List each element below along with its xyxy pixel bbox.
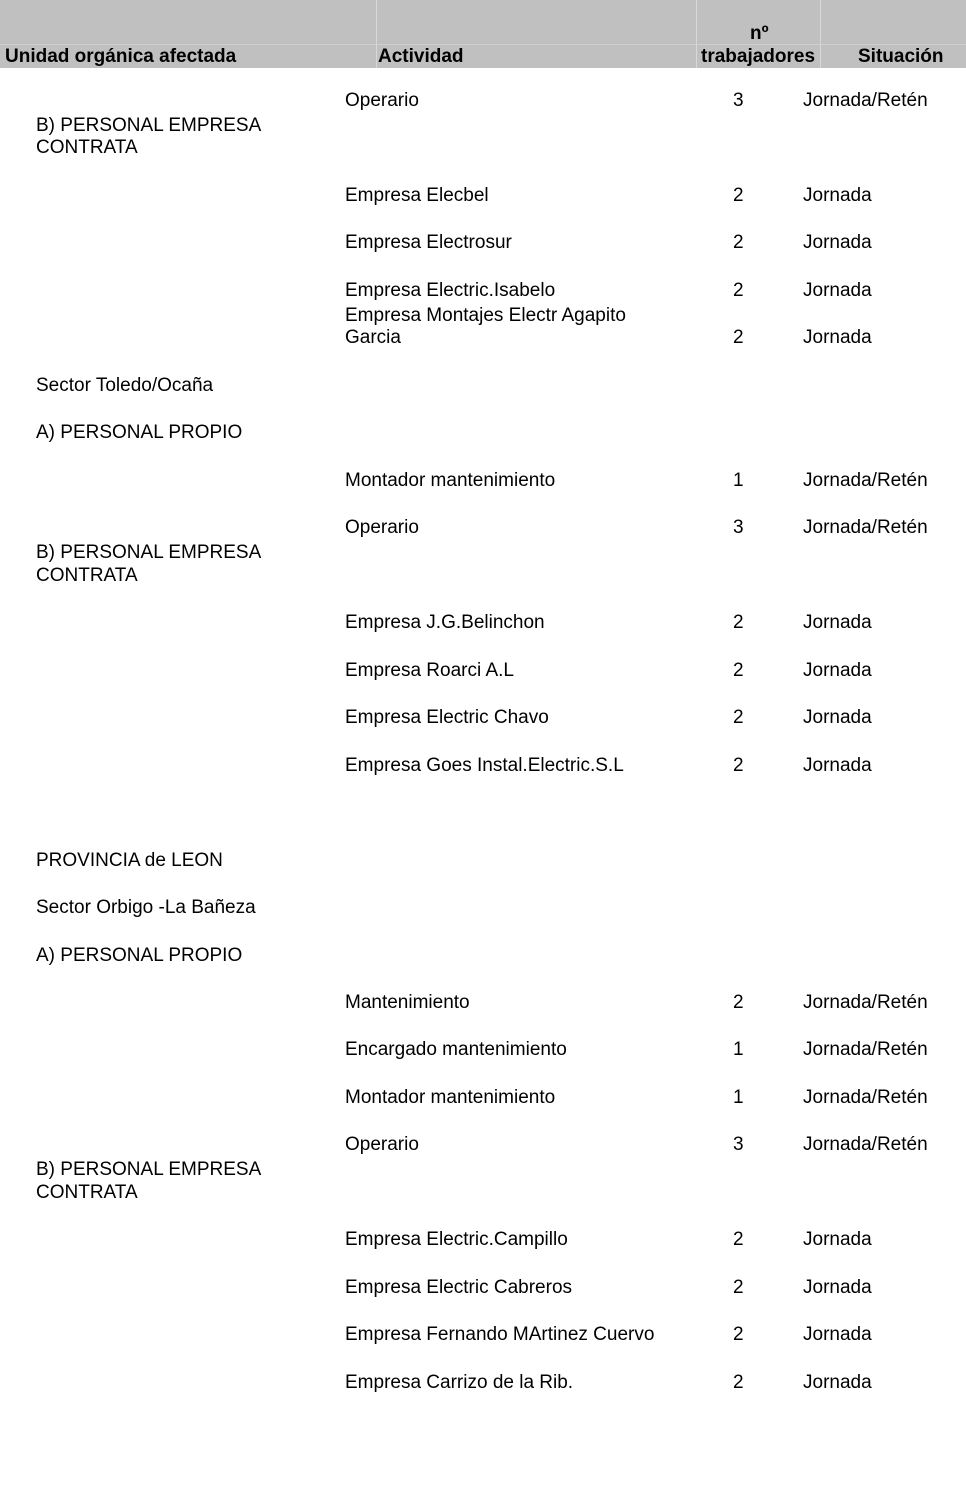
unit-cell-cont: CONTRATA [36, 137, 138, 158]
unit-cell: Sector Orbigo -La Bañeza [36, 897, 256, 918]
unit-cell-cont: CONTRATA [36, 565, 138, 586]
activity-cell: Empresa J.G.Belinchon [345, 612, 545, 633]
workers-cell: 2 [733, 1229, 744, 1250]
workers-cell: 2 [733, 280, 744, 301]
activity-cell: Encargado mantenimiento [345, 1039, 567, 1060]
activity-cell: Empresa Montajes Electr Agapito [345, 305, 626, 326]
workers-cell: 2 [733, 707, 744, 728]
activity-cell: Mantenimiento [345, 992, 470, 1013]
unit-cell: B) PERSONAL EMPRESA [36, 115, 262, 136]
workers-cell: 3 [733, 517, 744, 538]
header-actividad: Actividad [378, 46, 464, 67]
header-unidad: Unidad orgánica afectada [5, 46, 237, 67]
status-cell: Jornada/Retén [803, 1134, 928, 1155]
header-trabajadores-line1: nº [750, 23, 769, 44]
workers-cell: 1 [733, 1087, 744, 1108]
status-cell: Jornada [803, 755, 872, 776]
status-cell: Jornada [803, 280, 872, 301]
status-cell: Jornada [803, 707, 872, 728]
activity-cell: Empresa Electric Cabreros [345, 1277, 573, 1298]
unit-cell: B) PERSONAL EMPRESA [36, 1159, 262, 1180]
workers-cell: 1 [733, 1039, 744, 1060]
activity-cell-cont: Garcia [345, 327, 401, 348]
workers-cell: 2 [733, 992, 744, 1013]
activity-cell: Operario [345, 1134, 419, 1155]
status-cell: Jornada [803, 660, 872, 681]
activity-cell: Empresa Electric.Campillo [345, 1229, 568, 1250]
activity-cell: Operario [345, 90, 419, 111]
activity-cell: Empresa Fernando MArtinez Cuervo [345, 1324, 655, 1345]
workers-cell: 1 [733, 470, 744, 491]
workers-cell: 3 [733, 90, 744, 111]
workers-cell: 3 [733, 1134, 744, 1155]
workers-cell: 2 [733, 185, 744, 206]
workers-cell: 2 [733, 612, 744, 633]
header-trabajadores-line2: trabajadores [701, 46, 816, 67]
unit-cell: A) PERSONAL PROPIO [36, 945, 243, 966]
unit-cell-cont: CONTRATA [36, 1182, 138, 1203]
activity-cell: Empresa Electrosur [345, 232, 512, 253]
status-cell: Jornada [803, 612, 872, 633]
status-cell: Jornada [803, 185, 872, 206]
status-cell: Jornada [803, 232, 872, 253]
status-cell: Jornada/Retén [803, 992, 928, 1013]
activity-cell: Empresa Elecbel [345, 185, 489, 206]
workers-cell: 2 [733, 327, 744, 348]
unit-cell: Sector Toledo/Ocaña [36, 375, 214, 396]
status-cell: Jornada/Retén [803, 517, 928, 538]
table-header [0, 0, 966, 68]
status-cell: Jornada [803, 1372, 872, 1393]
header-divider [0, 44, 966, 45]
workers-cell: 2 [733, 1372, 744, 1393]
activity-cell: Empresa Roarci A.L [345, 660, 514, 681]
activity-cell: Montador mantenimiento [345, 470, 556, 491]
activity-cell: Operario [345, 517, 419, 538]
activity-cell: Empresa Electric.Isabelo [345, 280, 556, 301]
status-cell: Jornada/Retén [803, 1087, 928, 1108]
unit-cell: B) PERSONAL EMPRESA [36, 542, 262, 563]
status-cell: Jornada [803, 1324, 872, 1345]
activity-cell: Empresa Carrizo de la Rib. [345, 1372, 574, 1393]
workers-cell: 2 [733, 755, 744, 776]
status-cell: Jornada/Retén [803, 90, 928, 111]
header-situacion: Situación [858, 46, 944, 67]
workers-cell: 2 [733, 232, 744, 253]
status-cell: Jornada [803, 1277, 872, 1298]
workers-cell: 2 [733, 660, 744, 681]
status-cell: Jornada/Retén [803, 1039, 928, 1060]
workers-cell: 2 [733, 1324, 744, 1345]
status-cell: Jornada [803, 327, 872, 348]
workers-cell: 2 [733, 1277, 744, 1298]
status-cell: Jornada/Retén [803, 470, 928, 491]
activity-cell: Montador mantenimiento [345, 1087, 556, 1108]
activity-cell: Empresa Goes Instal.Electric.S.L [345, 755, 624, 776]
status-cell: Jornada [803, 1229, 872, 1250]
activity-cell: Empresa Electric Chavo [345, 707, 549, 728]
unit-cell: A) PERSONAL PROPIO [36, 422, 243, 443]
unit-cell: PROVINCIA de LEON [36, 850, 223, 871]
